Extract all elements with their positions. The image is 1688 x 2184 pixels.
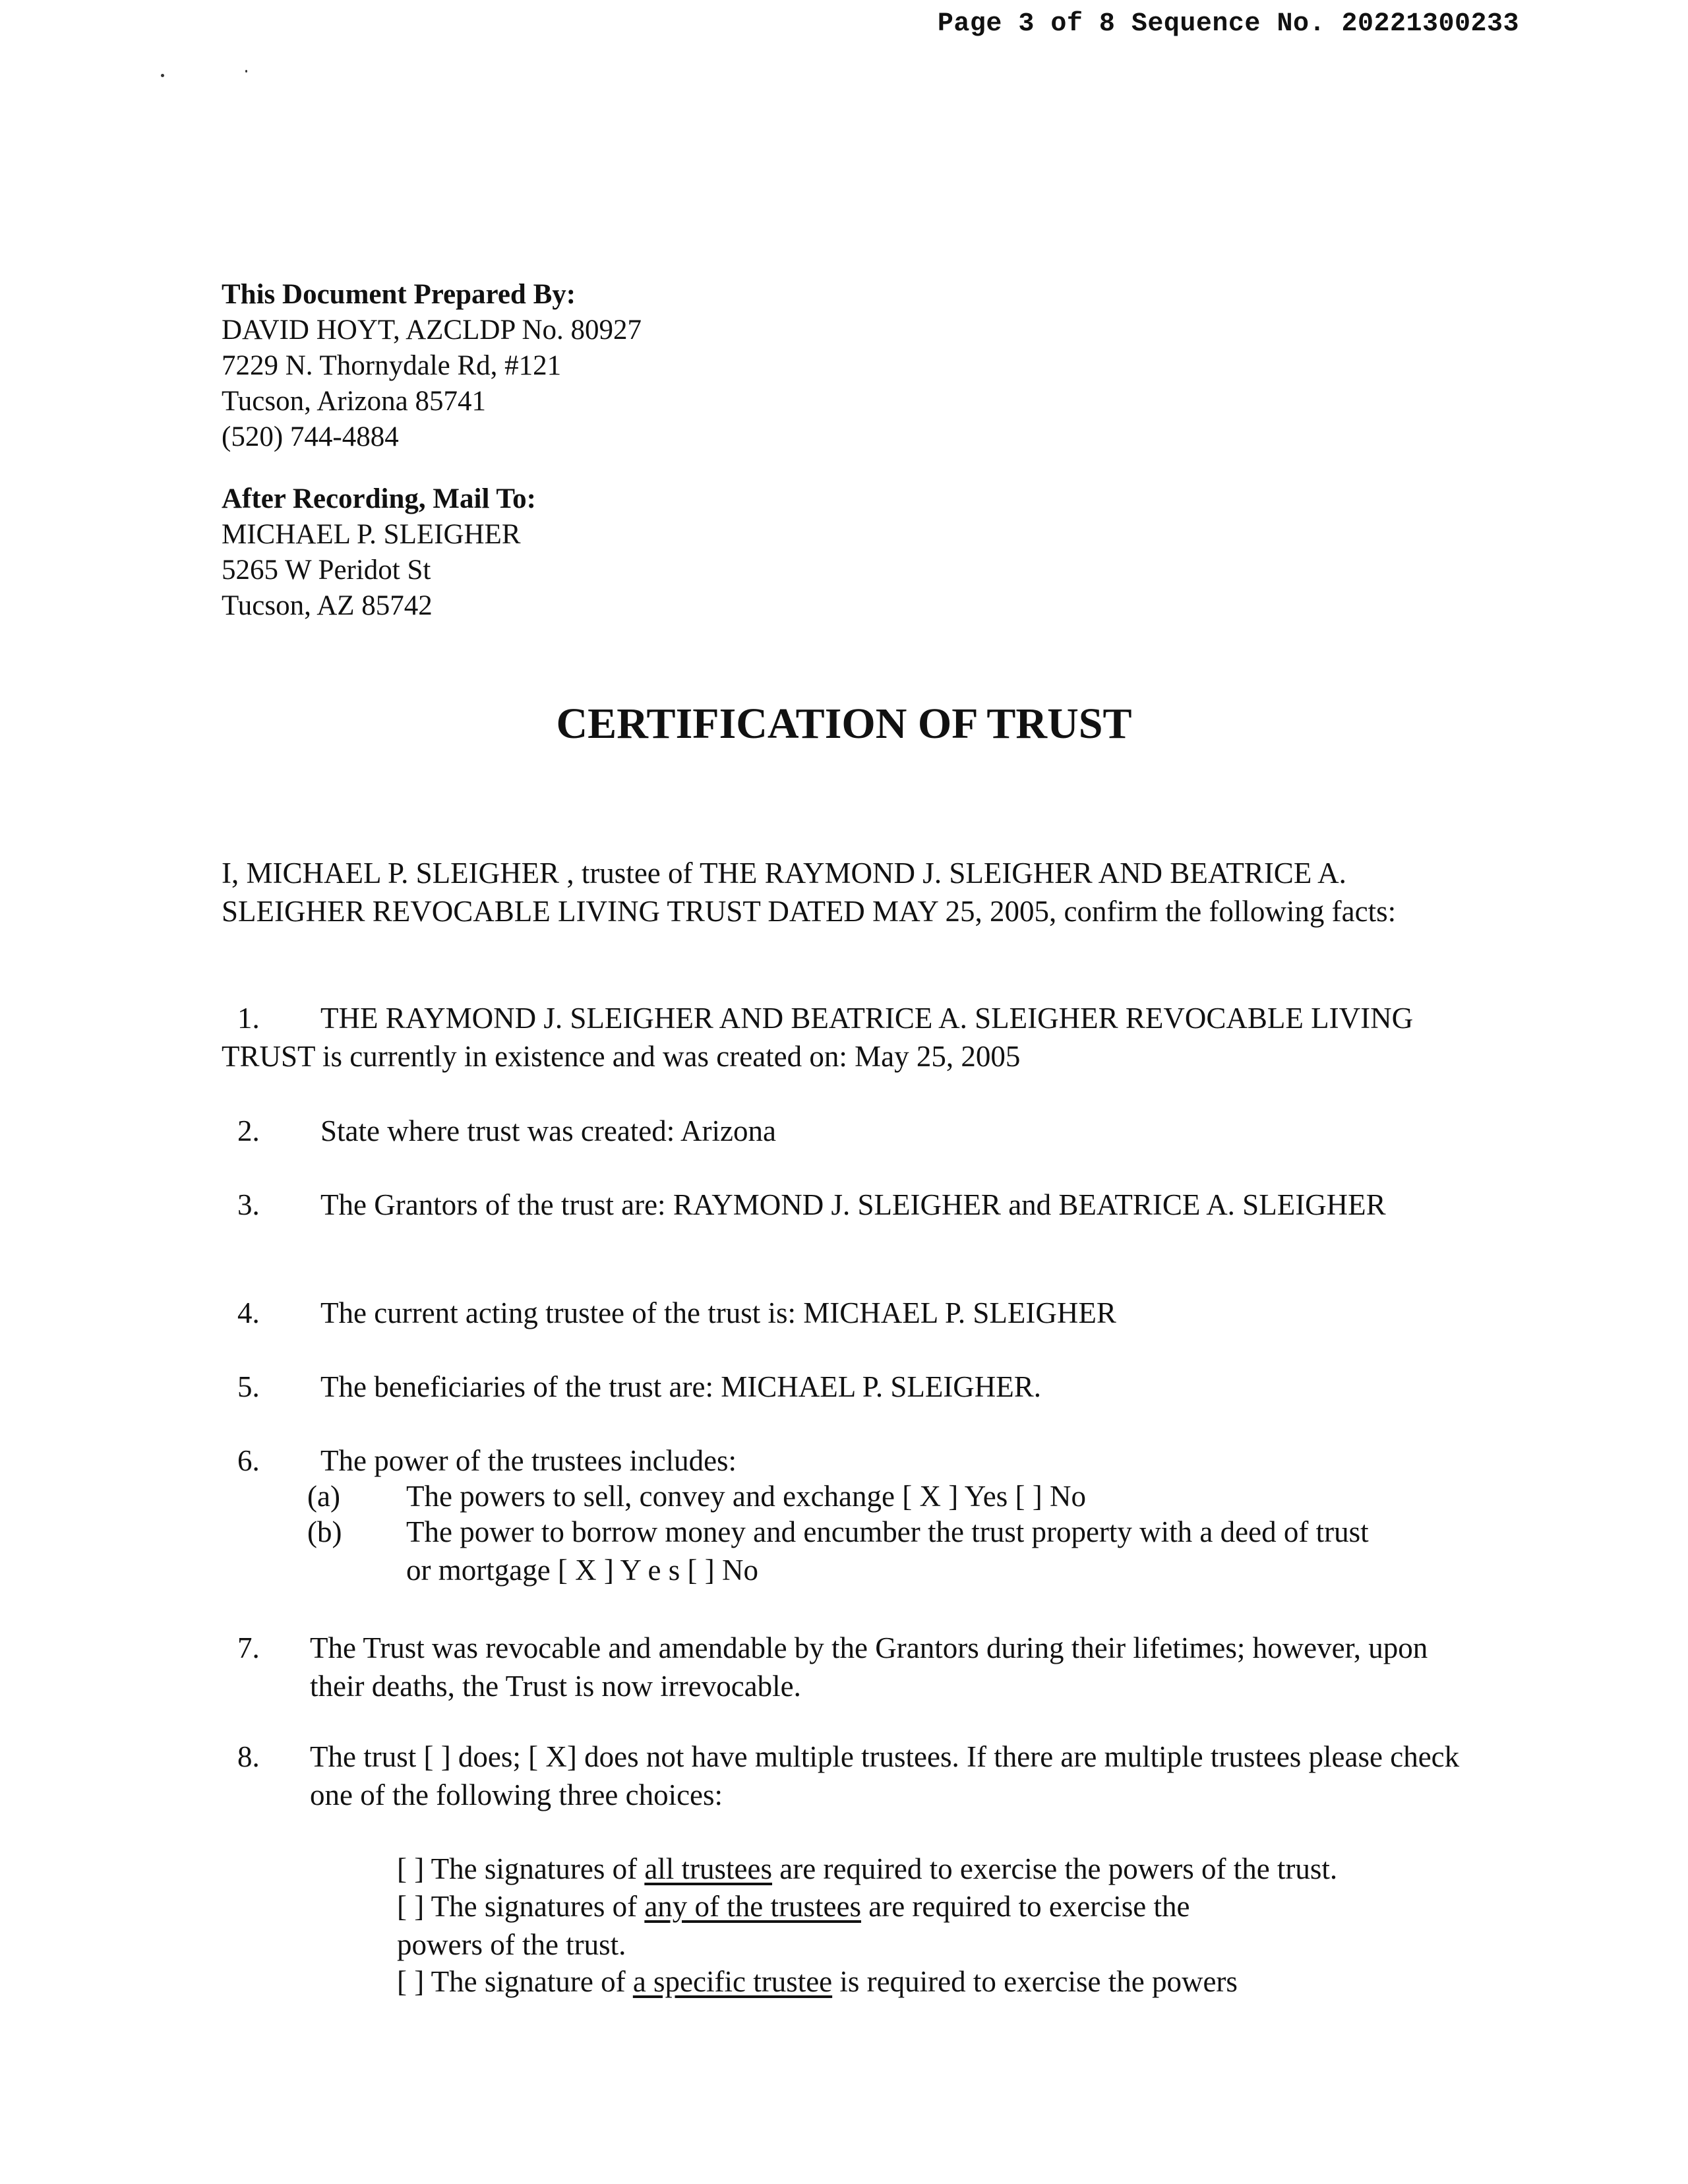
option-underlined-term: a specific trustee (632, 1965, 833, 1998)
scan-speck (161, 74, 164, 77)
item-number: 5. (237, 1370, 260, 1403)
item-number: 2. (237, 1114, 260, 1147)
mail-to-line: MICHAEL P. SLEIGHER (222, 519, 521, 550)
signature-option-any (397, 1887, 1274, 1964)
intro-paragraph: I, MICHAEL P. SLEIGHER , trustee of THE RAYMOND J. SLEIGHER AND BEATRICE A. SLEIGHER REVOCABLE LIVING TRUST DATED MAY 25, 2005, confirm the following facts: (222, 857, 1397, 928)
option-underlined-term: any of the trustees (644, 1890, 861, 1923)
item-number: 6. (237, 1444, 260, 1477)
sub-label: (b) (307, 1515, 342, 1548)
mail-to-line: 5265 W Peridot St (222, 555, 431, 586)
scan-speck (245, 70, 247, 73)
item-number: 3. (237, 1188, 260, 1221)
option-text: are required to exercise the powers of the trust. (772, 1852, 1338, 1885)
signature-option-all (397, 1850, 1518, 1888)
fact-item-3 (222, 1186, 1474, 1224)
prepared-by-block (222, 277, 642, 455)
item-text: The trust [ ] does; [ X] does not have multiple trustees. If there are multiple trustees please check one of the following three choices: (310, 1740, 1460, 1811)
document-title: CERTIFICATION OF TRUST (556, 700, 1132, 748)
fact-item-8 (222, 1738, 1474, 1814)
option-text: [ ] The signatures of (397, 1852, 645, 1885)
item-number: 1. (237, 1002, 260, 1035)
page-sequence-header: Page 3 of 8 Sequence No. 20221300233 (937, 9, 1519, 39)
item-text: The current acting trustee of the trust is: MICHAEL P. SLEIGHER (320, 1296, 1116, 1329)
mail-to-block (222, 481, 536, 624)
item-text: The beneficiaries of the trust are: MICHAEL P. SLEIGHER. (320, 1370, 1042, 1403)
item-number: 8. (237, 1740, 260, 1773)
power-a (307, 1477, 1428, 1515)
option-text: is required to exercise the powers (832, 1965, 1238, 1998)
option-text: [ ] The signatures of (397, 1890, 645, 1923)
item-number: 4. (237, 1296, 260, 1329)
fact-item-4 (222, 1294, 1474, 1332)
sub-label: (a) (307, 1480, 340, 1513)
power-b (307, 1513, 1389, 1589)
sub-text: The powers to sell, convey and exchange [ X ] Yes [ ] No (406, 1480, 1086, 1513)
fact-item-1 (222, 999, 1474, 1076)
option-text: [ ] The signature of (397, 1965, 633, 1998)
fact-item-6 (222, 1441, 1474, 1480)
prepared-by-line: (520) 744-4884 (222, 421, 399, 452)
prepared-by-line: Tucson, Arizona 85741 (222, 386, 486, 417)
mail-to-heading: After Recording, Mail To: (222, 483, 536, 514)
item-text: THE RAYMOND J. SLEIGHER AND BEATRICE A. SLEIGHER REVOCABLE LIVING TRUST is currently in existence and was created on: May 25, 2005 (222, 1002, 1414, 1073)
item-number: 7. (237, 1631, 260, 1664)
mail-to-line: Tucson, AZ 85742 (222, 590, 433, 621)
item-text: The Trust was revocable and amendable by the Grantors during their lifetimes; however, upon their deaths, the Trust is now irrevocable. (310, 1631, 1428, 1703)
item-text: The power of the trustees includes: (320, 1444, 737, 1477)
fact-item-7 (222, 1629, 1474, 1705)
prepared-by-heading: This Document Prepared By: (222, 279, 576, 310)
item-text: State where trust was created: Arizona (320, 1114, 776, 1147)
option-underlined-term: all trustees (644, 1852, 773, 1885)
prepared-by-line: DAVID HOYT, AZCLDP No. 80927 (222, 315, 642, 346)
signature-option-specific (397, 1962, 1518, 2001)
prepared-by-line: 7229 N. Thornydale Rd, #121 (222, 350, 562, 381)
item-text: The Grantors of the trust are: RAYMOND J. SLEIGHER and BEATRICE A. SLEIGHER (320, 1188, 1386, 1221)
fact-item-5 (222, 1368, 1474, 1406)
option-text: are required to exercise the powers of the trust. (397, 1890, 1190, 1961)
fact-item-2 (222, 1112, 1474, 1150)
sub-text: The power to borrow money and encumber the trust property with a deed of trust or mortgage [ X ] Y e s [ ] No (406, 1515, 1369, 1587)
